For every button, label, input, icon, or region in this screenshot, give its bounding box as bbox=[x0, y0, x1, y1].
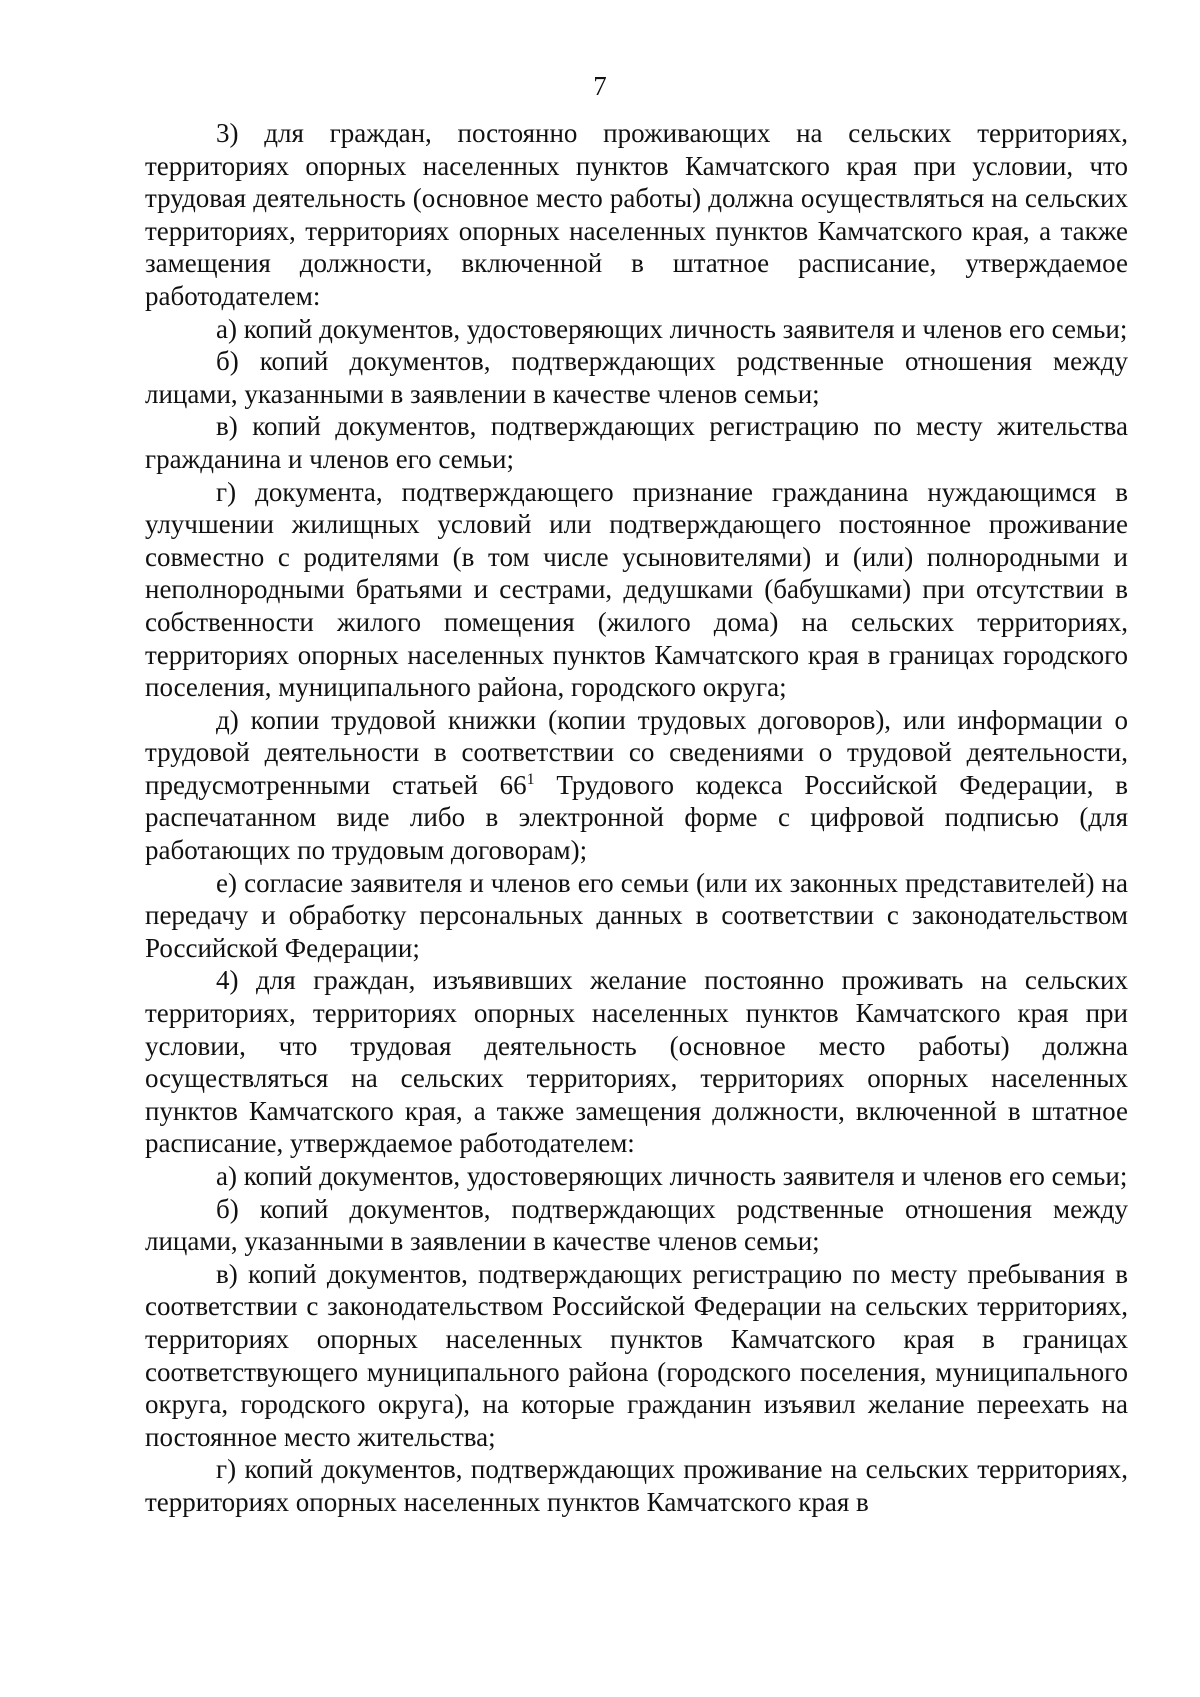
paragraph-3b: б) копий документов, подтверждающих родственные отношения между лицами, указанными в заявлении в качестве членов семьи; bbox=[145, 346, 1128, 409]
paragraph-4g: г) копий документов, подтверждающих проживание на сельских территориях, территориях опорных населенных пунктов Камчатского края в bbox=[145, 1454, 1128, 1517]
paragraph-4b: б) копий документов, подтверждающих родственные отношения между лицами, указанными в заявлении в качестве членов семьи; bbox=[145, 1193, 1128, 1257]
paragraph-3a: а) копий документов, удостоверяющих личность заявителя и членов его семьи; bbox=[216, 313, 1128, 344]
paragraph-3g: г) документа, подтверждающего признание гражданина нуждающимся в улучшении жилищных условий или подтверждающего постоянное проживание совместно с родителями (в том числе усыновителями) и (или) полнородными и неполнородными братьями и сестрами, дедушками (бабушками) при отсутствии в собственности жилого помещения (жилого дома) на сельских территориях, территориях опорных населенных пунктов Камчатского края в границах городского поселения, муниципального района, городского округа; bbox=[145, 476, 1128, 703]
paragraph-item-4: 4) для граждан, изъявивших желание постоянно проживать на сельских территориях, территориях опорных населенных пунктов Камчатского края при условии, что трудовая деятельность (основное место работы) должна осуществляться на сельских территориях, территориях опорных населенных пунктов Камчатского края, а также замещения должности, включенной в штатное расписание, утверждаемое работодателем: bbox=[145, 965, 1128, 1159]
document-body bbox=[145, 117, 1128, 1519]
article-superscript: 1 bbox=[526, 770, 535, 788]
paragraph-3d-text-after: Трудового кодекса Российской Федерации, в распечатанном виде либо в электронной форме с цифровой подписью (для работающих по трудовым договорам); bbox=[145, 769, 1128, 866]
page-number: 7 bbox=[593, 71, 607, 101]
paragraph-3d-text-before: д) копии трудовой книжки (копии трудовых договоров), или информации о трудовой деятельности в соответствии со сведениями о трудовой деятельности, предусмотренными статьей 66 bbox=[145, 704, 1128, 800]
paragraph-4v: в) копий документов, подтверждающих регистрацию по месту пребывания в соответствии с законодательством Российской Федерации на сельских территориях, территориях опорных населенных пунктов Камчатского края в границах соответствующего муниципального района (городского поселения, муниципального округа, городского округа), на которые гражданин изъявил желание переехать на постоянное место жительства; bbox=[145, 1258, 1128, 1452]
paragraph-4a: а) копий документов, удостоверяющих личность заявителя и членов его семьи; bbox=[216, 1161, 1128, 1191]
paragraph-3v: в) копий документов, подтверждающих регистрацию по месту жительства гражданина и членов его семьи; bbox=[145, 411, 1128, 474]
paragraph-3d bbox=[145, 704, 1128, 867]
paragraph-item-3: 3) для граждан, постоянно проживающих на сельских территориях, территориях опорных населенных пунктов Камчатского края при условии, что трудовая деятельность (основное место работы) должна осуществляться на сельских территориях, территориях опорных населенных пунктов Камчатского края, а также замещения должности, включенной в штатное расписание, утверждаемое работодателем: bbox=[145, 118, 1128, 311]
paragraph-3e: е) согласие заявителя и членов его семьи (или их законных представителей) на передачу и обработку персональных данных в соответствии с законодательством Российской Федерации; bbox=[145, 867, 1128, 963]
